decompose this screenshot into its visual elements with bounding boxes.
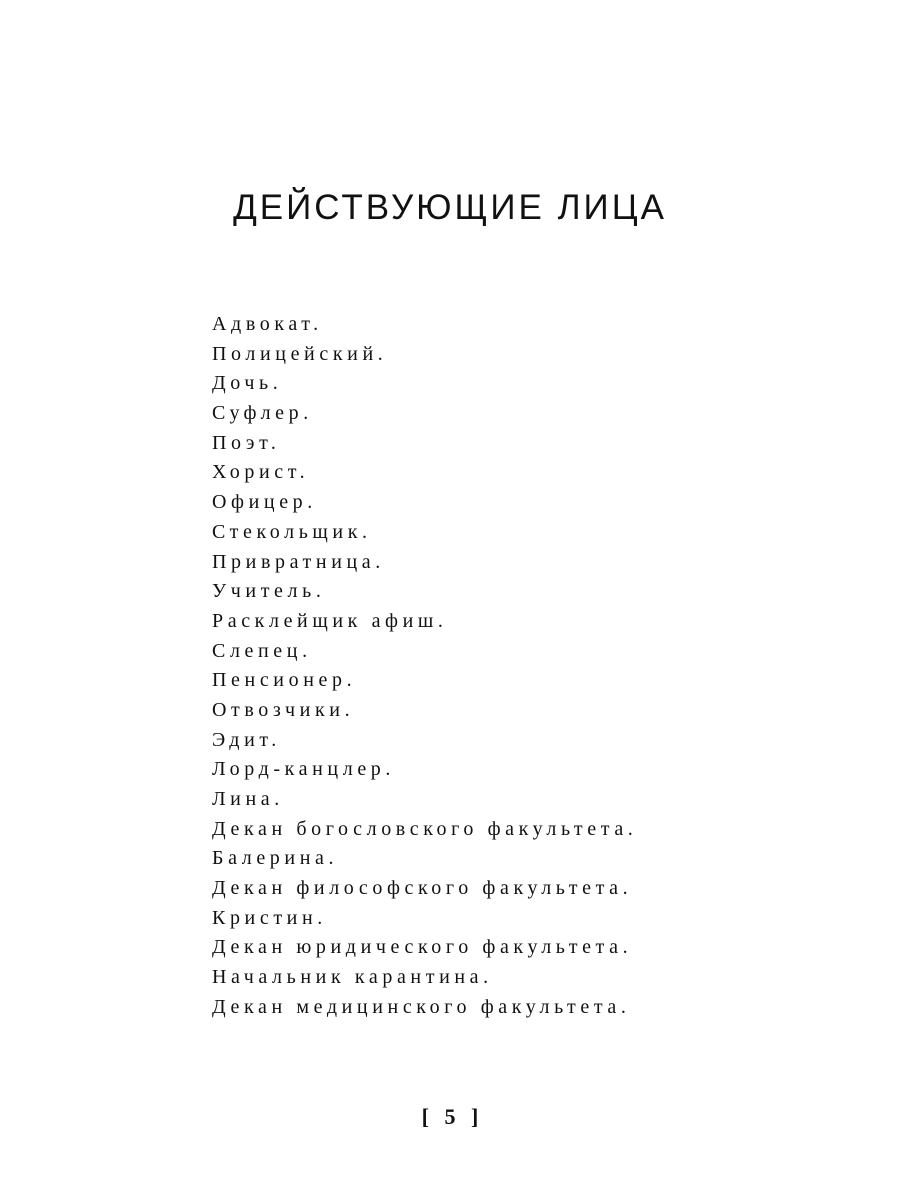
character-item: Привратница. xyxy=(212,550,385,573)
character-item: Лина. xyxy=(212,788,284,810)
character-item: Офицер. xyxy=(212,491,317,514)
character-item: Отвозчики. xyxy=(212,698,355,721)
character-item: Декан философского факультета. xyxy=(212,877,633,900)
character-item: Суфлер. xyxy=(212,402,313,425)
character-item: Лорд-канцлер. xyxy=(212,758,395,781)
character-item: Стекольщик. xyxy=(212,520,372,543)
character-item: Кристин. xyxy=(212,906,327,929)
page-number: [ 5 ] xyxy=(421,1104,479,1129)
page-title: ДЕЙСТВУЮЩИЕ ЛИЦА xyxy=(233,188,667,227)
character-item: Эдит. xyxy=(212,728,281,751)
character-item: Адвокат. xyxy=(212,313,323,335)
character-item: Начальник карантина. xyxy=(212,966,493,989)
character-item: Балерина. xyxy=(212,847,339,870)
character-item: Хорист. xyxy=(212,461,310,484)
character-item: Расклейщик афиш. xyxy=(212,609,448,632)
character-item: Декан медицинского факультета. xyxy=(212,995,631,1018)
character-item: Учитель. xyxy=(212,580,326,603)
character-list xyxy=(212,310,637,1023)
character-item: Полицейский. xyxy=(212,342,388,365)
character-item: Поэт. xyxy=(212,431,281,454)
character-item: Слепец. xyxy=(212,639,312,662)
character-item: Декан юридического факультета. xyxy=(212,936,633,959)
character-item: Пенсионер. xyxy=(212,669,357,692)
character-item: Декан богословского факультета. xyxy=(212,817,638,840)
character-item: Дочь. xyxy=(212,372,283,395)
